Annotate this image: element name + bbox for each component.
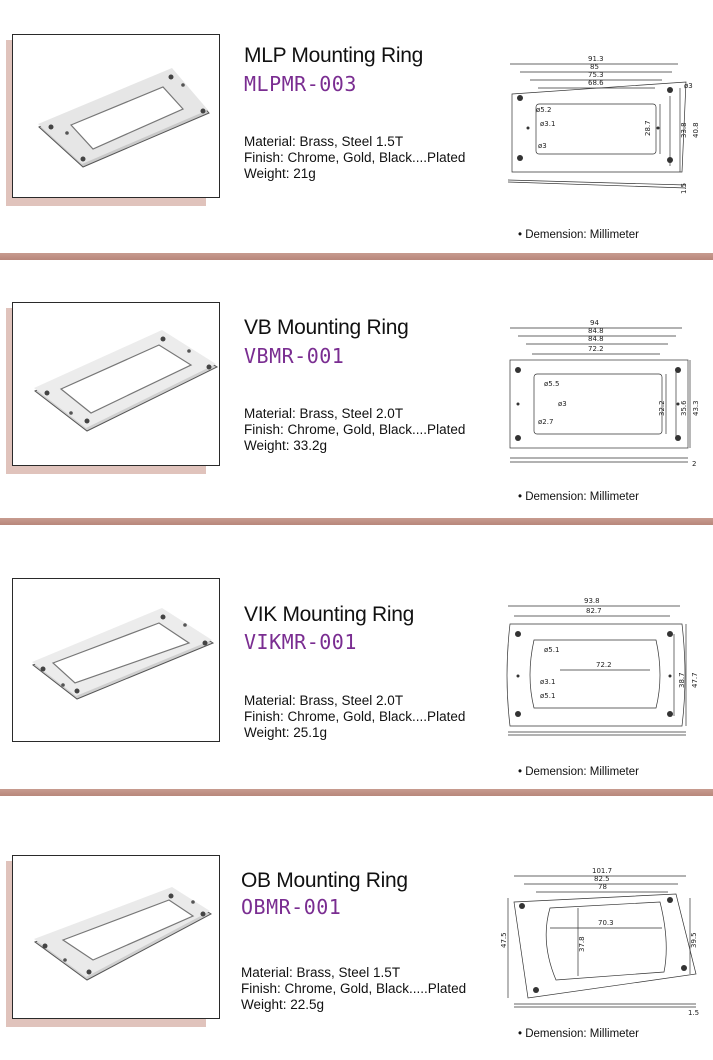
mounting-ring-image bbox=[13, 35, 219, 197]
finish-text: Finish: Chrome, Gold, Black....Plated bbox=[244, 150, 466, 165]
dimension-note: • Demension: Millimeter bbox=[518, 1028, 639, 1040]
dim-w3: 78 bbox=[598, 883, 607, 891]
dim-w4: 70.3 bbox=[598, 919, 614, 927]
section-divider bbox=[0, 518, 713, 525]
product-code: OBMR-001 bbox=[241, 895, 342, 919]
product-code: MLPMR-003 bbox=[244, 72, 357, 96]
product-title: VIK Mounting Ring bbox=[244, 603, 414, 626]
mounting-ring-image bbox=[13, 303, 219, 465]
dim-h-outer: 47.7 bbox=[691, 672, 699, 688]
mounting-ring-image bbox=[13, 579, 219, 741]
dimension-drawing bbox=[500, 592, 700, 752]
product-title: MLP Mounting Ring bbox=[244, 44, 423, 67]
dim-h-outer: 43.3 bbox=[692, 400, 700, 416]
dim-hole-b: ø3 bbox=[558, 400, 567, 408]
dim-w2: 84.8 bbox=[588, 327, 604, 335]
dim-w1: 101.7 bbox=[592, 867, 613, 875]
weight-text: Weight: 33.2g bbox=[244, 438, 328, 453]
dim-w2: 82.5 bbox=[594, 875, 610, 883]
product-code: VIKMR-001 bbox=[244, 630, 357, 654]
dim-w2: 82.7 bbox=[586, 607, 602, 615]
mounting-ring-photo bbox=[12, 855, 220, 1019]
dim-w3: 75.3 bbox=[588, 71, 604, 79]
dim-w4: 72.2 bbox=[596, 661, 612, 669]
product-title: VB Mounting Ring bbox=[244, 316, 409, 339]
dimension-drawing bbox=[500, 316, 700, 466]
product-code: VBMR-001 bbox=[244, 344, 345, 368]
dim-h-outer: 40.8 bbox=[692, 122, 700, 138]
dim-hole-c: ø3 bbox=[538, 142, 547, 150]
dim-thickness: 2 bbox=[692, 460, 697, 466]
dim-h-inner: 37.8 bbox=[578, 936, 586, 952]
dim-h-inner: 32.2 bbox=[658, 400, 666, 416]
material-text: Material: Brass, Steel 1.5T bbox=[244, 134, 404, 149]
mounting-ring-photo bbox=[12, 578, 220, 742]
dim-hole-a: ø5.2 bbox=[536, 106, 552, 114]
dim-thickness: 1.5 bbox=[688, 1009, 700, 1017]
weight-text: Weight: 22.5g bbox=[241, 997, 325, 1012]
product-specs bbox=[244, 134, 465, 182]
product-photo-ob bbox=[8, 855, 220, 1023]
product-title: OB Mounting Ring bbox=[241, 869, 408, 892]
section-divider bbox=[0, 253, 713, 260]
weight-text: Weight: 25.1g bbox=[244, 725, 328, 740]
material-text: Material: Brass, Steel 1.5T bbox=[241, 965, 401, 980]
dim-w4: 68.6 bbox=[588, 79, 604, 87]
dimension-drawing bbox=[500, 862, 705, 1022]
weight-text: Weight: 21g bbox=[244, 166, 316, 181]
dim-h-inner: 38.7 bbox=[678, 672, 686, 688]
dim-h-mid: 35.6 bbox=[680, 400, 688, 416]
dim-hole-b: ø3.1 bbox=[540, 120, 556, 128]
dim-w1: 91.3 bbox=[588, 55, 604, 63]
dim-hole-c: ø2.7 bbox=[538, 418, 554, 426]
dim-w1: 94 bbox=[590, 319, 599, 327]
dim-h-mid: 39.5 bbox=[690, 932, 698, 948]
product-photo-mlp bbox=[8, 34, 220, 202]
finish-text: Finish: Chrome, Gold, Black....Plated bbox=[244, 422, 466, 437]
mounting-ring-photo bbox=[12, 34, 220, 198]
dim-w3: 84.8 bbox=[588, 335, 604, 343]
dim-w2: 85 bbox=[590, 63, 599, 71]
dimension-note: • Demension: Millimeter bbox=[518, 491, 639, 503]
dim-hole-a: ø5.1 bbox=[544, 646, 560, 654]
dimension-note: • Demension: Millimeter bbox=[518, 229, 639, 241]
dim-hole-a: ø5.5 bbox=[544, 380, 560, 388]
dim-h-mid: 33.8 bbox=[680, 122, 688, 138]
mounting-ring-image bbox=[13, 856, 219, 1018]
dim-w4: 72.2 bbox=[588, 345, 604, 353]
section-divider bbox=[0, 789, 713, 796]
product-specs bbox=[241, 965, 466, 1013]
dim-hole-d: ø3 bbox=[684, 82, 693, 90]
product-specs bbox=[244, 406, 465, 454]
finish-text: Finish: Chrome, Gold, Black.....Plated bbox=[241, 981, 467, 996]
product-specs bbox=[244, 693, 465, 741]
dim-h-inner: 28.7 bbox=[644, 120, 652, 136]
mounting-ring-photo bbox=[12, 302, 220, 466]
dim-w1: 93.8 bbox=[584, 597, 600, 605]
material-text: Material: Brass, Steel 2.0T bbox=[244, 693, 404, 708]
dim-thickness: 1.5 bbox=[680, 182, 688, 194]
dim-hole-b: ø3.1 bbox=[540, 678, 556, 686]
finish-text: Finish: Chrome, Gold, Black....Plated bbox=[244, 709, 466, 724]
product-photo-vik bbox=[8, 578, 220, 746]
dimension-note: • Demension: Millimeter bbox=[518, 766, 639, 778]
dimension-drawing bbox=[500, 48, 700, 198]
product-photo-vb bbox=[8, 302, 220, 470]
material-text: Material: Brass, Steel 2.0T bbox=[244, 406, 404, 421]
dim-h-outer: 47.5 bbox=[500, 932, 508, 948]
dim-hole-c: ø5.1 bbox=[540, 692, 556, 700]
